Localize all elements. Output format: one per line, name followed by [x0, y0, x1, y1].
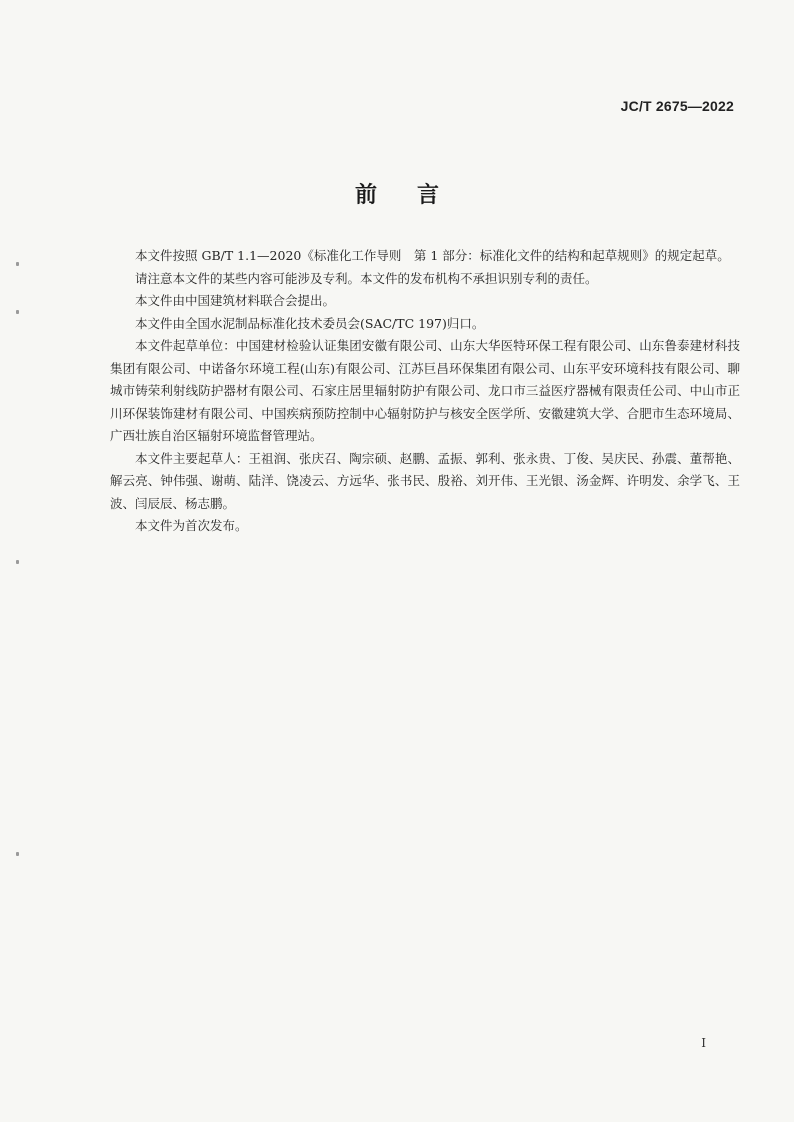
paragraph-first-release: 本文件为首次发布。 [135, 518, 248, 533]
standard-code: JC/T 2675—2022 [620, 98, 734, 114]
paragraph-committee: 本文件由全国水泥制品标准化技术委员会(SAC/TC 197)归口。 [135, 315, 485, 331]
page-number: I [701, 1036, 706, 1050]
paragraph-proposer: 本文件由中国建筑材料联合会提出。 [135, 293, 336, 308]
foreword-body [110, 245, 740, 538]
scan-margin-mark [16, 310, 19, 314]
scan-margin-mark [16, 852, 19, 856]
paragraph-drafting-rules: 本文件按照 GB/T 1.1—2020《标准化工作导则 第 1 部分：标准化文件的结构和起草规则》的规定起草。 [135, 248, 730, 263]
paragraph-patent-notice: 请注意本文件的某些内容可能涉及专利。本文件的发布机构不承担识别专利的责任。 [135, 270, 598, 286]
scan-margin-mark [16, 262, 19, 266]
section-heading: 前言 [354, 183, 479, 208]
paragraph-drafting-units: 本文件起草单位：中国建材检验认证集团安徽有限公司、山东大华医特环保工程有限公司、山东鲁泰建材科技集团有限公司、中诺备尔环境工程(山东)有限公司、江苏巨昌环保集团有限公司、山东平安环境科技有限公司、聊城市铸荣利射线防护器材有限公司、石家庄居里辐射防护有限公司、龙口市三益医疗器械有限责任公司、中山市正川环保装饰建材有限公司、中国疾病预防控制中心辐射防护与核安全医学所、安徽建筑大学、合肥市生态环境局、广西壮族自治区辐射环境监督管理站。 [110, 338, 740, 443]
paragraph-drafters: 本文件主要起草人：王祖润、张庆召、陶宗硕、赵鹏、孟振、郭利、张永贵、丁俊、吴庆民、孙震、董帮艳、解云亮、钟伟强、谢萌、陆洋、饶凌云、方远华、张书民、殷裕、刘开伟、王光银、汤金辉、许明发、余学飞、王波、闫辰辰、杨志鹏。 [110, 450, 740, 511]
scan-margin-mark [16, 560, 19, 564]
